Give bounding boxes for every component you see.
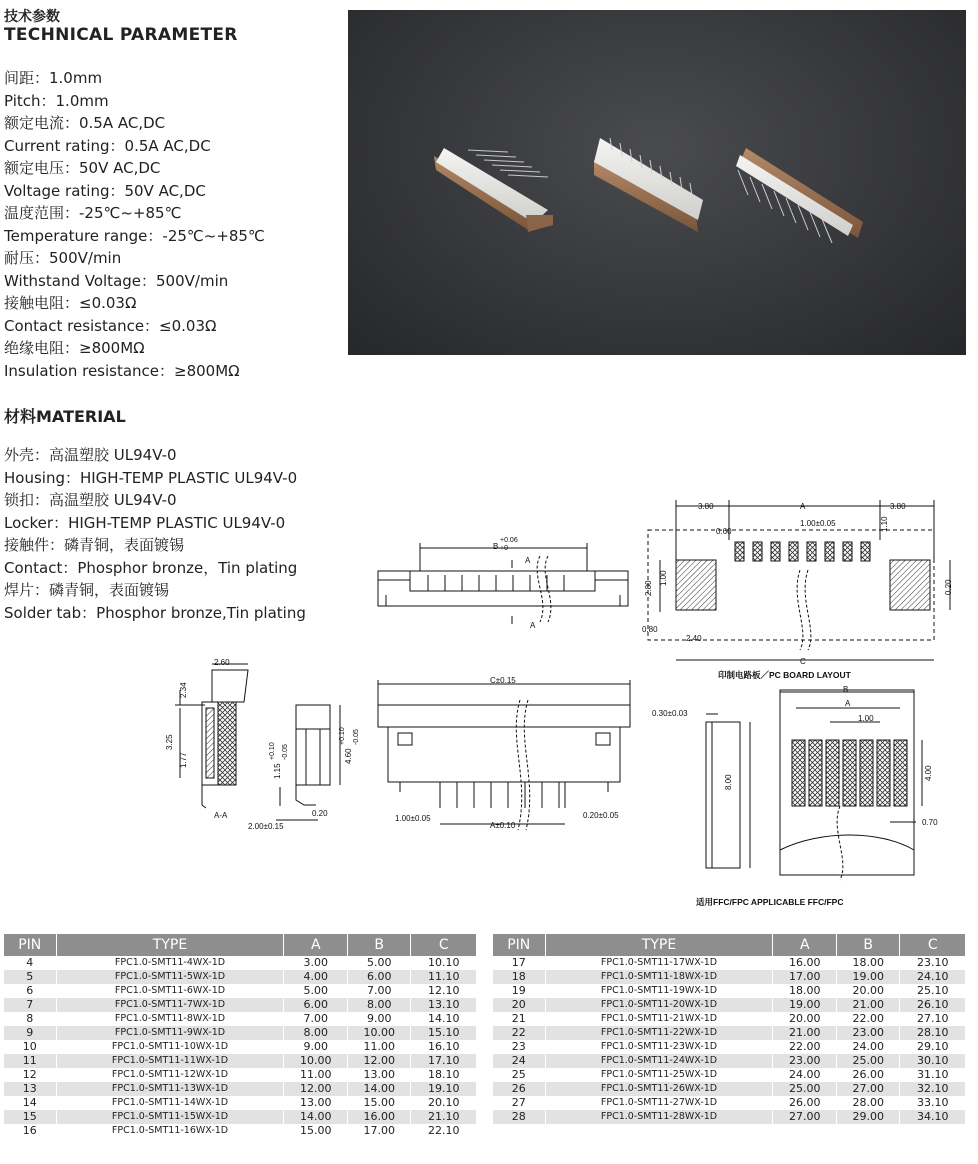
material-line: 焊片：磷青铜，表面镀锡 bbox=[4, 581, 170, 599]
type-cell: FPC1.0-SMT11-10WX-1D bbox=[56, 1040, 284, 1054]
c-cell: 14.10 bbox=[411, 1012, 477, 1026]
a-cell: 18.00 bbox=[773, 984, 837, 998]
pin-table-left bbox=[4, 934, 477, 1138]
type-cell: FPC1.0-SMT11-9WX-1D bbox=[56, 1026, 284, 1040]
dim-100: 1.00 bbox=[659, 570, 668, 586]
b-cell: 23.00 bbox=[836, 1026, 900, 1040]
spec-line: 间距：1.0mm bbox=[4, 69, 103, 87]
a-cell: 12.00 bbox=[284, 1082, 348, 1096]
table-row bbox=[4, 984, 477, 998]
b-cell: 29.00 bbox=[836, 1110, 900, 1124]
type-cell: FPC1.0-SMT11-4WX-1D bbox=[56, 956, 284, 970]
material-line: 外壳：高温塑胶 UL94V-0 bbox=[4, 446, 177, 464]
dim-030: 0.30±0.03 bbox=[652, 709, 688, 718]
type-cell: FPC1.0-SMT11-22WX-1D bbox=[545, 1026, 773, 1040]
pin-cell: 7 bbox=[4, 998, 56, 1012]
a-cell: 9.00 bbox=[284, 1040, 348, 1054]
type-cell: FPC1.0-SMT11-15WX-1D bbox=[56, 1110, 284, 1124]
pin-cell: 20 bbox=[493, 998, 545, 1012]
type-cell: FPC1.0-SMT11-20WX-1D bbox=[545, 998, 773, 1012]
pin-cell: 27 bbox=[493, 1096, 545, 1110]
type-cell: FPC1.0-SMT11-5WX-1D bbox=[56, 970, 284, 984]
dim-200: 2.00±0.15 bbox=[248, 822, 284, 831]
table-row bbox=[4, 1082, 477, 1096]
a-cell: 5.00 bbox=[284, 984, 348, 998]
table-row bbox=[4, 1068, 477, 1082]
b-cell: 12.00 bbox=[347, 1054, 411, 1068]
pin-cell: 8 bbox=[4, 1012, 56, 1026]
dim-460: 4.60 bbox=[344, 748, 353, 764]
c-cell: 17.10 bbox=[411, 1054, 477, 1068]
c-cell: 22.10 bbox=[411, 1124, 477, 1138]
col-header: B bbox=[347, 934, 411, 956]
section-aa-label: A-A bbox=[214, 811, 228, 820]
b-cell: 11.00 bbox=[347, 1040, 411, 1054]
table-row bbox=[4, 1096, 477, 1110]
material-title: 材料MATERIAL bbox=[4, 407, 126, 426]
b-cell: 7.00 bbox=[347, 984, 411, 998]
c-cell: 23.10 bbox=[900, 956, 966, 970]
spec-line: 额定电流：0.5A AC,DC bbox=[4, 114, 166, 132]
b-cell: 26.00 bbox=[836, 1068, 900, 1082]
type-cell: FPC1.0-SMT11-14WX-1D bbox=[56, 1096, 284, 1110]
pin-cell: 17 bbox=[493, 956, 545, 970]
c-cell: 13.10 bbox=[411, 998, 477, 1012]
dim-020: 0.20 bbox=[312, 809, 328, 818]
dim-020b: 0.20 bbox=[944, 579, 953, 595]
c-cell bbox=[900, 1124, 966, 1138]
a-cell: 15.00 bbox=[284, 1124, 348, 1138]
table-row bbox=[4, 1054, 477, 1068]
b-cell: 18.00 bbox=[836, 956, 900, 970]
c-cell: 19.10 bbox=[411, 1082, 477, 1096]
b-cell bbox=[836, 1124, 900, 1138]
dim-060: 0.60 bbox=[716, 527, 732, 536]
pin-cell: 24 bbox=[493, 1054, 545, 1068]
dim-115: 1.15 bbox=[273, 763, 282, 779]
col-header: PIN bbox=[493, 934, 545, 956]
table-row bbox=[493, 1026, 966, 1040]
b-cell: 25.00 bbox=[836, 1054, 900, 1068]
table-header-row bbox=[4, 934, 477, 956]
a-cell: 23.00 bbox=[773, 1054, 837, 1068]
b-cell: 27.00 bbox=[836, 1082, 900, 1096]
c-cell: 20.10 bbox=[411, 1096, 477, 1110]
pin-cell: 9 bbox=[4, 1026, 56, 1040]
col-header: B bbox=[836, 934, 900, 956]
side-view-drawing bbox=[276, 705, 340, 820]
spec-line: 接触电阻：≤0.03Ω bbox=[4, 294, 137, 312]
material-line: Solder tab：Phosphor bronze,Tin plating bbox=[4, 603, 306, 622]
c-cell: 18.10 bbox=[411, 1068, 477, 1082]
a-cell bbox=[773, 1124, 837, 1138]
front-view-drawing bbox=[378, 543, 628, 624]
pin-cell: 16 bbox=[4, 1124, 56, 1138]
pin-cell: 28 bbox=[493, 1110, 545, 1124]
dim-400: 4.00 bbox=[924, 765, 933, 781]
spec-line: Withstand Voltage：500V/min bbox=[4, 271, 229, 290]
b-cell: 9.00 bbox=[347, 1012, 411, 1026]
type-cell: FPC1.0-SMT11-13WX-1D bbox=[56, 1082, 284, 1096]
c-cell: 12.10 bbox=[411, 984, 477, 998]
table-row bbox=[4, 956, 477, 970]
a-cell: 24.00 bbox=[773, 1068, 837, 1082]
pin-cell: 18 bbox=[493, 970, 545, 984]
col-header: TYPE bbox=[545, 934, 773, 956]
b-cell: 10.00 bbox=[347, 1026, 411, 1040]
dim-115-tol-plus: +0.10 bbox=[269, 742, 276, 760]
dim-080: 0.80 bbox=[642, 625, 658, 634]
c-cell: 28.10 bbox=[900, 1026, 966, 1040]
type-cell: FPC1.0-SMT11-26WX-1D bbox=[545, 1082, 773, 1096]
type-cell: FPC1.0-SMT11-18WX-1D bbox=[545, 970, 773, 984]
b-cell: 22.00 bbox=[836, 1012, 900, 1026]
dim-a-ffc: A bbox=[845, 699, 851, 708]
a-cell: 11.00 bbox=[284, 1068, 348, 1082]
pin-cell: 25 bbox=[493, 1068, 545, 1082]
dim-b-ffc: B bbox=[843, 685, 849, 694]
spec-line: Insulation resistance：≥800MΩ bbox=[4, 361, 240, 380]
dim-a-tol: A±0.10 bbox=[490, 821, 516, 830]
a-cell: 4.00 bbox=[284, 970, 348, 984]
pin-cell: 23 bbox=[493, 1040, 545, 1054]
title-en: TECHNICAL PARAMETER bbox=[4, 25, 238, 45]
material-line: Locker：HIGH-TEMP PLASTIC UL94V-0 bbox=[4, 513, 286, 532]
dim-070: 0.70 bbox=[922, 818, 938, 827]
table-row bbox=[4, 1012, 477, 1026]
spec-line: Voltage rating：50V AC,DC bbox=[4, 181, 206, 200]
dim-100-tol: 1.00±0.05 bbox=[395, 814, 431, 823]
dim-280: 2.80 bbox=[644, 580, 653, 596]
table-row bbox=[4, 970, 477, 984]
a-cell: 16.00 bbox=[773, 956, 837, 970]
table-row bbox=[4, 998, 477, 1012]
dim-380-right: 3.80 bbox=[890, 502, 906, 511]
type-cell: FPC1.0-SMT11-24WX-1D bbox=[545, 1054, 773, 1068]
material-line: 接触件：磷青铜，表面镀锡 bbox=[4, 536, 185, 554]
table-row bbox=[493, 1054, 966, 1068]
section-a-top: A bbox=[525, 556, 531, 565]
pin-cell bbox=[493, 1124, 545, 1138]
pin-cell: 4 bbox=[4, 956, 56, 970]
b-cell: 16.00 bbox=[347, 1110, 411, 1124]
ffc-caption: 适用FFC/FPC APPLICABLE FFC/FPC bbox=[696, 897, 844, 907]
a-cell: 27.00 bbox=[773, 1110, 837, 1124]
type-cell: FPC1.0-SMT11-7WX-1D bbox=[56, 998, 284, 1012]
b-cell: 20.00 bbox=[836, 984, 900, 998]
a-cell: 19.00 bbox=[773, 998, 837, 1012]
a-cell: 17.00 bbox=[773, 970, 837, 984]
type-cell: FPC1.0-SMT11-19WX-1D bbox=[545, 984, 773, 998]
dim-380-left: 3.80 bbox=[698, 502, 714, 511]
table-row bbox=[493, 998, 966, 1012]
col-header: TYPE bbox=[56, 934, 284, 956]
col-header: C bbox=[411, 934, 477, 956]
b-cell: 8.00 bbox=[347, 998, 411, 1012]
pin-table-right bbox=[493, 934, 966, 1138]
c-cell: 10.10 bbox=[411, 956, 477, 970]
dim-c-tol: C±0.15 bbox=[490, 676, 516, 685]
spec-line: 温度范围：-25℃~+85℃ bbox=[4, 204, 182, 222]
b-cell: 13.00 bbox=[347, 1068, 411, 1082]
b-cell: 17.00 bbox=[347, 1124, 411, 1138]
type-cell: FPC1.0-SMT11-28WX-1D bbox=[545, 1110, 773, 1124]
dim-110: 1.10 bbox=[880, 516, 889, 532]
spec-line: 绝缘电阻：≥800MΩ bbox=[4, 339, 145, 357]
dim-a-layout: A bbox=[800, 502, 806, 511]
material-line: 锁扣：高温塑胶 UL94V-0 bbox=[4, 491, 177, 509]
dim-177: 1.77 bbox=[179, 752, 188, 768]
type-cell: FPC1.0-SMT11-27WX-1D bbox=[545, 1096, 773, 1110]
c-cell: 34.10 bbox=[900, 1110, 966, 1124]
pin-cell: 6 bbox=[4, 984, 56, 998]
a-cell: 8.00 bbox=[284, 1026, 348, 1040]
material-line: Housing：HIGH-TEMP PLASTIC UL94V-0 bbox=[4, 468, 298, 487]
type-cell: FPC1.0-SMT11-6WX-1D bbox=[56, 984, 284, 998]
c-cell: 29.10 bbox=[900, 1040, 966, 1054]
type-cell bbox=[545, 1124, 773, 1138]
col-header: A bbox=[773, 934, 837, 956]
dim-234: 2.34 bbox=[179, 682, 188, 698]
table-row bbox=[493, 1082, 966, 1096]
dim-c-layout: C bbox=[800, 657, 806, 666]
table-row bbox=[4, 1124, 477, 1138]
dim-100b: 1.00 bbox=[858, 714, 874, 723]
title-cn: 技术参数 bbox=[4, 9, 60, 25]
c-cell: 16.10 bbox=[411, 1040, 477, 1054]
pin-cell: 14 bbox=[4, 1096, 56, 1110]
type-cell: FPC1.0-SMT11-11WX-1D bbox=[56, 1054, 284, 1068]
c-cell: 15.10 bbox=[411, 1026, 477, 1040]
dim-800: 8.00 bbox=[724, 774, 733, 790]
pin-cell: 12 bbox=[4, 1068, 56, 1082]
a-cell: 26.00 bbox=[773, 1096, 837, 1110]
pin-cell: 13 bbox=[4, 1082, 56, 1096]
spec-line: Temperature range：-25℃~+85℃ bbox=[4, 226, 265, 245]
pin-cell: 11 bbox=[4, 1054, 56, 1068]
c-cell: 11.10 bbox=[411, 970, 477, 984]
a-cell: 3.00 bbox=[284, 956, 348, 970]
a-cell: 6.00 bbox=[284, 998, 348, 1012]
c-cell: 31.10 bbox=[900, 1068, 966, 1082]
table-row bbox=[4, 1026, 477, 1040]
section-a-bottom: A bbox=[530, 621, 536, 630]
b-cell: 24.00 bbox=[836, 1040, 900, 1054]
pin-cell: 21 bbox=[493, 1012, 545, 1026]
c-cell: 26.10 bbox=[900, 998, 966, 1012]
table-row bbox=[493, 1040, 966, 1054]
spec-line: Pitch：1.0mm bbox=[4, 91, 109, 110]
a-cell: 22.00 bbox=[773, 1040, 837, 1054]
type-cell: FPC1.0-SMT11-25WX-1D bbox=[545, 1068, 773, 1082]
c-cell: 25.10 bbox=[900, 984, 966, 998]
table-row bbox=[493, 1068, 966, 1082]
b-cell: 21.00 bbox=[836, 998, 900, 1012]
type-cell: FPC1.0-SMT11-17WX-1D bbox=[545, 956, 773, 970]
type-cell: FPC1.0-SMT11-21WX-1D bbox=[545, 1012, 773, 1026]
c-cell: 27.10 bbox=[900, 1012, 966, 1026]
material-line: Contact：Phosphor bronze，Tin plating bbox=[4, 558, 298, 577]
b-cell: 19.00 bbox=[836, 970, 900, 984]
table-row bbox=[4, 1110, 477, 1124]
spec-line: 耐压：500V/min bbox=[4, 249, 122, 267]
b-cell: 15.00 bbox=[347, 1096, 411, 1110]
table-row bbox=[493, 1110, 966, 1124]
pcb-layout-caption: 印制电路板／PC BOARD LAYOUT bbox=[718, 670, 851, 680]
dim-115-tol-minus: -0.05 bbox=[282, 744, 289, 760]
a-cell: 7.00 bbox=[284, 1012, 348, 1026]
pin-cell: 15 bbox=[4, 1110, 56, 1124]
dim-460-tol-plus: +0.10 bbox=[339, 727, 346, 745]
dim-020-tol: 0.20±0.05 bbox=[583, 811, 619, 820]
dim-240: 2.40 bbox=[686, 634, 702, 643]
a-cell: 20.00 bbox=[773, 1012, 837, 1026]
a-cell: 13.00 bbox=[284, 1096, 348, 1110]
c-cell: 33.10 bbox=[900, 1096, 966, 1110]
col-header: C bbox=[900, 934, 966, 956]
dim-b-label: B bbox=[493, 542, 499, 551]
dim-b-tol-minus: +0 bbox=[500, 545, 508, 552]
pin-cell: 22 bbox=[493, 1026, 545, 1040]
type-cell: FPC1.0-SMT11-8WX-1D bbox=[56, 1012, 284, 1026]
c-cell: 21.10 bbox=[411, 1110, 477, 1124]
type-cell: FPC1.0-SMT11-23WX-1D bbox=[545, 1040, 773, 1054]
spec-line: Contact resistance：≤0.03Ω bbox=[4, 316, 217, 335]
b-cell: 28.00 bbox=[836, 1096, 900, 1110]
table-row bbox=[493, 1012, 966, 1026]
type-cell: FPC1.0-SMT11-16WX-1D bbox=[56, 1124, 284, 1138]
table-row bbox=[4, 1040, 477, 1054]
table-row bbox=[493, 984, 966, 998]
c-cell: 32.10 bbox=[900, 1082, 966, 1096]
col-header: PIN bbox=[4, 934, 56, 956]
bottom-view-drawing bbox=[378, 680, 630, 830]
table-header-row bbox=[493, 934, 966, 956]
pin-cell: 10 bbox=[4, 1040, 56, 1054]
pin-cell: 5 bbox=[4, 970, 56, 984]
table-row bbox=[493, 1124, 966, 1138]
c-cell: 24.10 bbox=[900, 970, 966, 984]
ffc-drawing bbox=[706, 690, 922, 880]
col-header: A bbox=[284, 934, 348, 956]
b-cell: 14.00 bbox=[347, 1082, 411, 1096]
b-cell: 5.00 bbox=[347, 956, 411, 970]
type-cell: FPC1.0-SMT11-12WX-1D bbox=[56, 1068, 284, 1082]
table-row bbox=[493, 970, 966, 984]
dim-325: 3.25 bbox=[165, 734, 174, 750]
dim-100-pitch: 1.00±0.05 bbox=[800, 519, 836, 528]
pin-cell: 19 bbox=[493, 984, 545, 998]
spec-line: Current rating：0.5A AC,DC bbox=[4, 136, 211, 155]
pin-cell: 26 bbox=[493, 1082, 545, 1096]
dim-260: 2.60 bbox=[214, 658, 230, 667]
a-cell: 10.00 bbox=[284, 1054, 348, 1068]
table-row bbox=[493, 956, 966, 970]
dim-b-tol-plus: +0.06 bbox=[500, 537, 518, 544]
table-row bbox=[493, 1096, 966, 1110]
a-cell: 14.00 bbox=[284, 1110, 348, 1124]
dim-460-tol-minus: -0.05 bbox=[353, 729, 360, 745]
a-cell: 25.00 bbox=[773, 1082, 837, 1096]
spec-line: 额定电压：50V AC,DC bbox=[4, 159, 161, 177]
c-cell: 30.10 bbox=[900, 1054, 966, 1068]
a-cell: 21.00 bbox=[773, 1026, 837, 1040]
b-cell: 6.00 bbox=[347, 970, 411, 984]
